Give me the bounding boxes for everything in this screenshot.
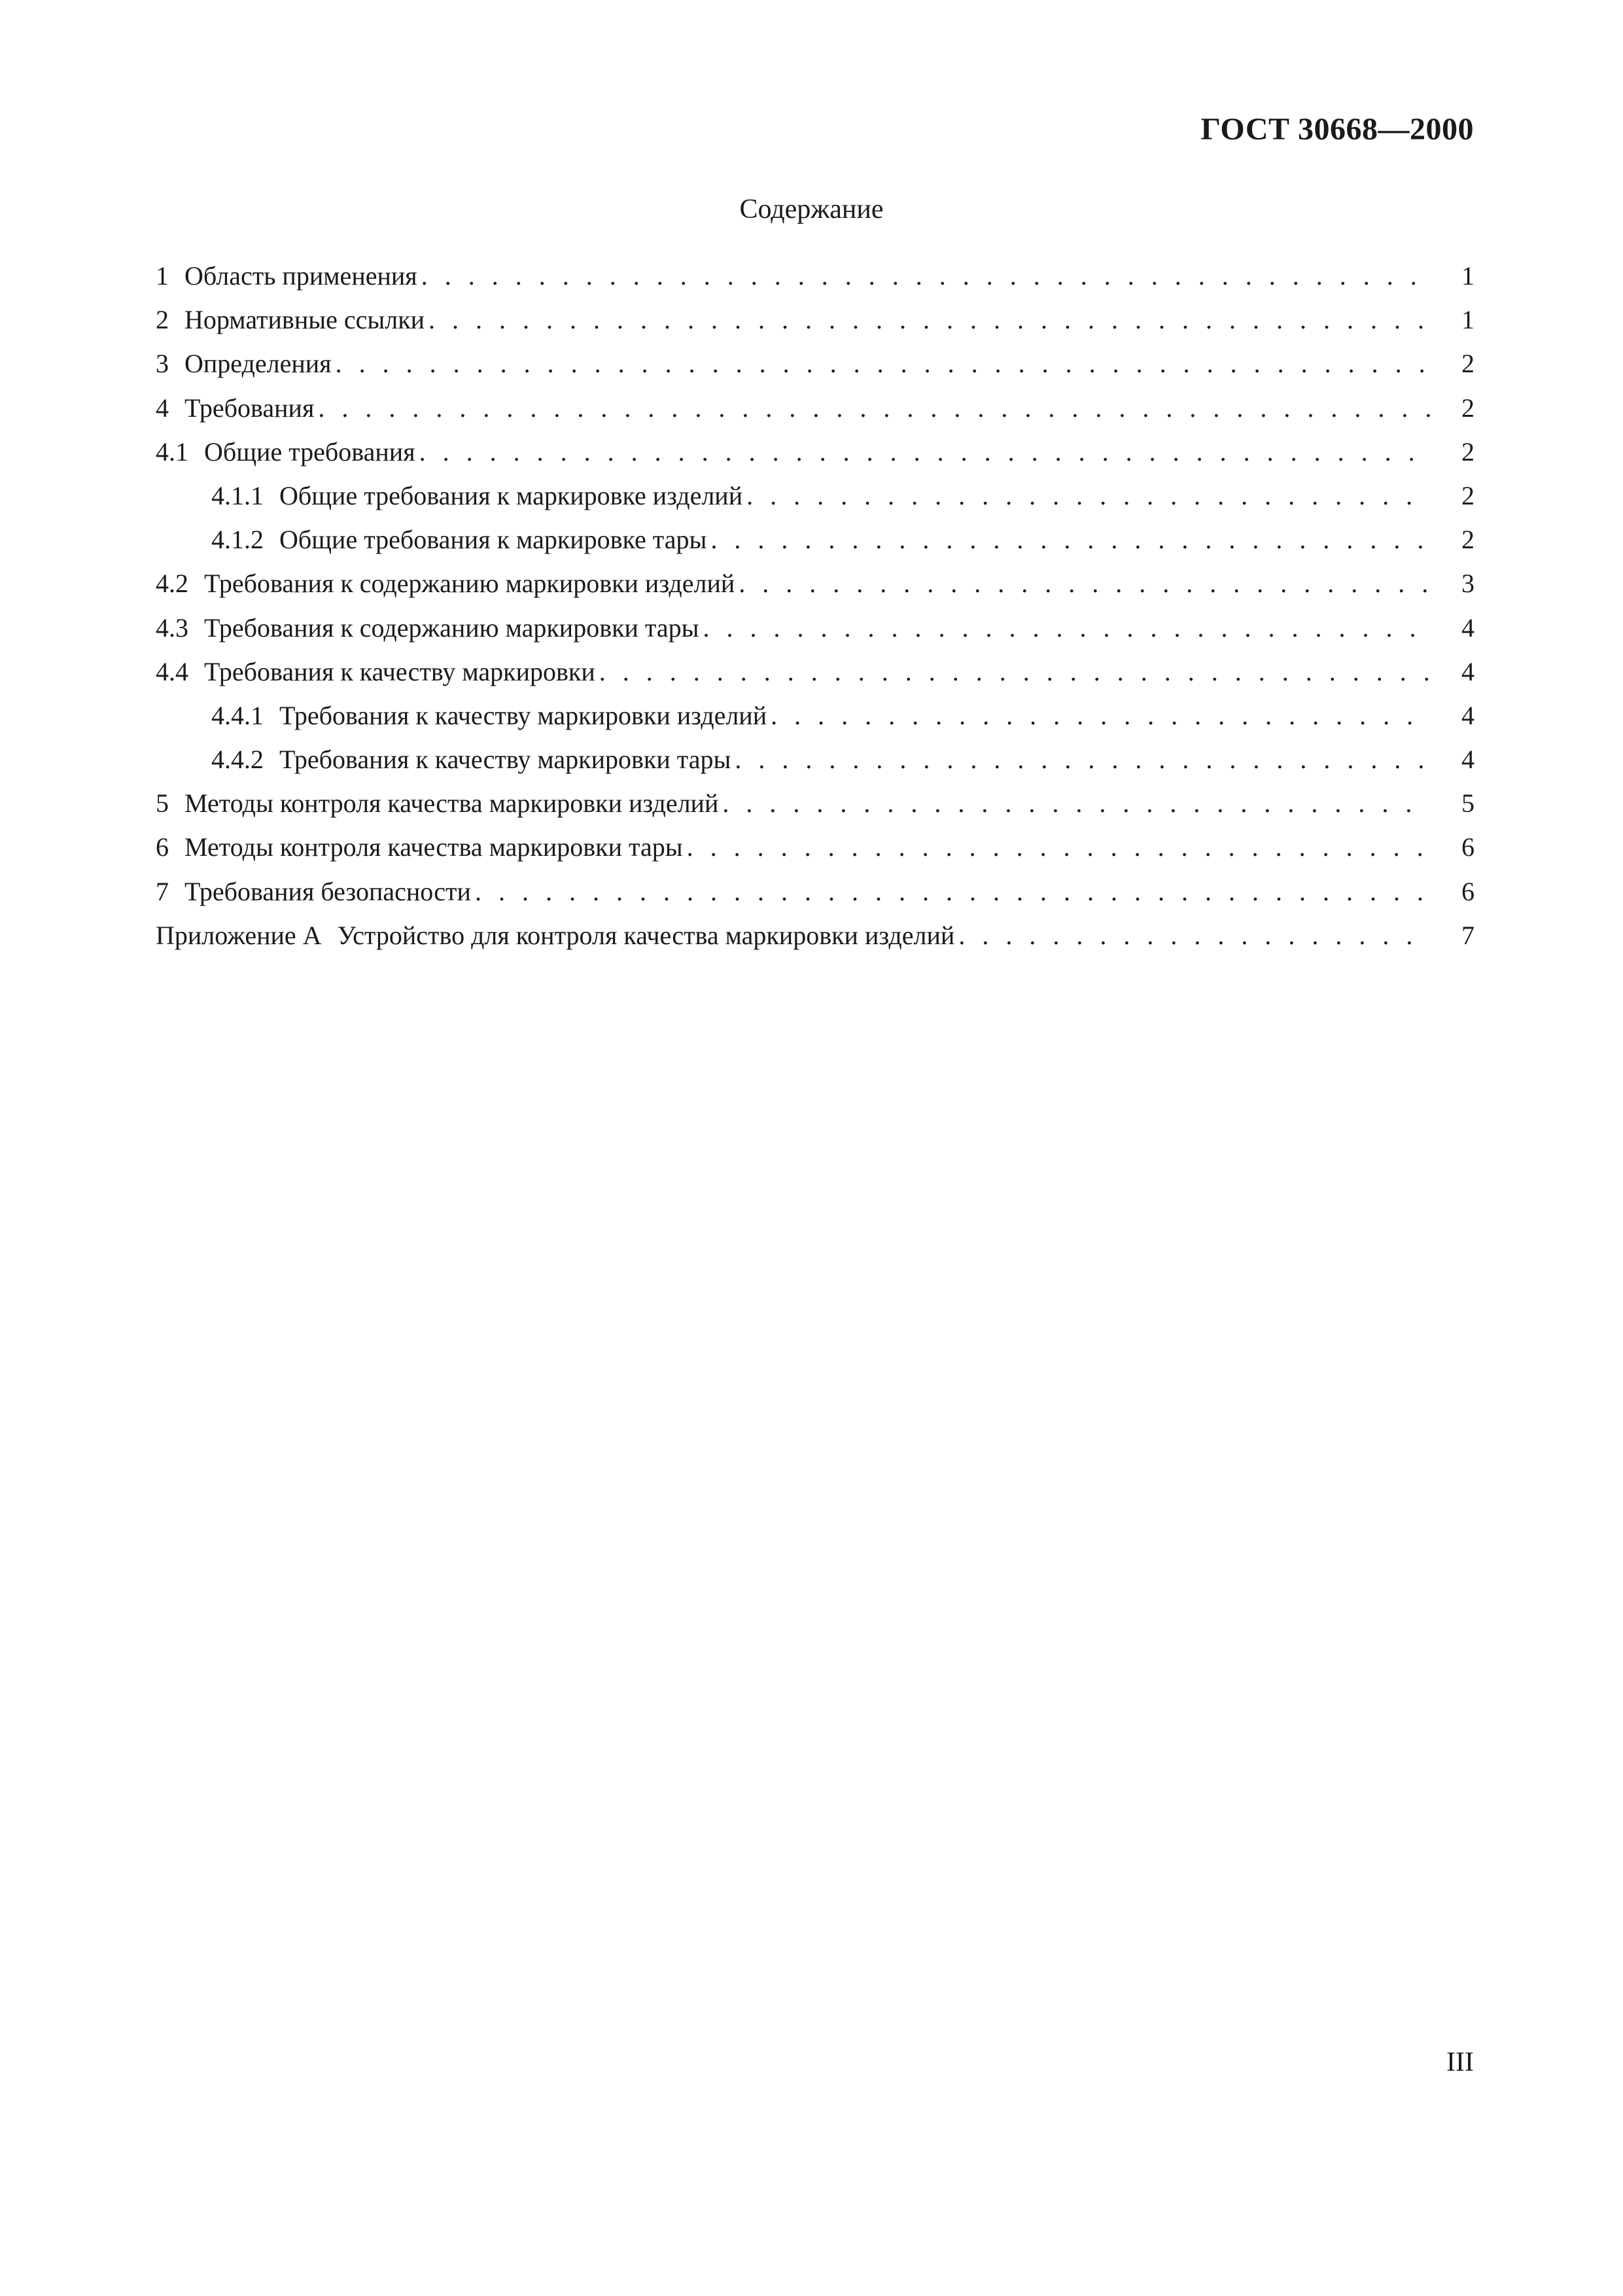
toc-leader-dots [336,342,1430,385]
toc-leader-dots [739,561,1430,605]
toc-entry[interactable] [156,606,1475,650]
toc-entry-number: 4.1.2 [211,525,264,555]
toc-entry[interactable] [156,781,1475,825]
toc-entry[interactable] [156,342,1475,385]
toc-leader-dots [421,254,1430,298]
toc-entry[interactable] [156,430,1475,474]
toc-leader-dots [958,913,1430,957]
toc-entry-number: 4.1 [156,436,188,467]
toc-entry[interactable] [156,694,1475,737]
toc-entry-title: Требования к качеству маркировки [204,656,595,686]
page-number: III [1446,2047,1474,2077]
toc-leader-dots [703,606,1430,650]
toc-entry-page: 4 [1461,745,1475,775]
toc-entry[interactable] [156,650,1475,694]
toc-entry-title: Устройство для контроля качества маркировки изделий [337,920,955,950]
document-code: ГОСТ 30668—2000 [1200,112,1474,147]
toc-entry[interactable] [156,825,1475,869]
toc-entry-title: Требования безопасности [184,876,471,906]
toc-entry[interactable] [156,386,1475,430]
toc-entry-number: 4.4.2 [211,745,264,775]
toc-entry-number: 4.4 [156,656,188,686]
toc-entry-number: 4 [156,393,169,423]
toc-entry-title: Требования к качеству маркировки изделий [279,700,767,730]
toc-entry-title: Требования к содержанию маркировки изделий [204,569,735,599]
toc-leader-dots [475,870,1430,913]
toc-entry-title: Определения [184,349,332,379]
toc-leader-dots [419,430,1430,474]
toc-entry-page: 4 [1461,656,1475,686]
toc-leader-dots [722,781,1430,825]
toc-entry[interactable] [156,298,1475,342]
toc-entry[interactable] [156,561,1475,605]
toc-entry-title: Требования к качеству маркировки тары [279,745,731,775]
toc-entry-number: 4.3 [156,612,188,643]
toc-entry-page: 1 [1461,261,1475,291]
toc-entry-number: 2 [156,305,169,335]
toc-entry-page: 2 [1461,349,1475,379]
toc-entry-title: Требования [184,393,315,423]
toc-entry[interactable] [156,737,1475,781]
toc-entry[interactable] [156,254,1475,298]
toc-entry-page: 3 [1461,569,1475,599]
toc-entry-page: 5 [1461,788,1475,819]
toc-entry-number: 5 [156,788,169,819]
toc-leader-dots [687,825,1430,869]
toc-entry-title: Общие требования к маркировке изделий [279,480,743,510]
toc-entry-title: Общие требования к маркировке тары [279,525,707,555]
toc-entry[interactable] [156,870,1475,913]
toc-entry-number: 7 [156,876,169,906]
toc-entry-page: 2 [1461,436,1475,467]
toc-entry-title: Методы контроля качества маркировки тары [184,832,683,862]
toc-entry-title: Область применения [184,261,417,291]
toc-entry-number: 1 [156,261,169,291]
toc-entry-number: 4.4.1 [211,700,264,730]
toc-entry-page: 2 [1461,525,1475,555]
toc-entry-appendix[interactable] [156,913,1475,957]
toc-entry-title: Требования к содержанию маркировки тары [204,612,699,643]
toc-entry-number: 4.1.1 [211,480,264,510]
toc-entry-page: 2 [1461,480,1475,510]
toc-entry-number: 3 [156,349,169,379]
toc-title: Содержание [739,194,884,224]
toc-entry-title: Общие требования [204,436,415,467]
toc-leader-dots [735,737,1430,781]
toc-entry-page: 4 [1461,700,1475,730]
toc-entry[interactable] [156,474,1475,518]
toc-leader-dots [771,694,1430,737]
toc-leader-dots [599,650,1430,694]
table-of-contents [156,254,1475,957]
toc-leader-dots [710,518,1430,561]
toc-entry-number: 4.2 [156,569,188,599]
toc-entry-page: 4 [1461,612,1475,643]
toc-entry-number: 6 [156,832,169,862]
toc-entry-title: Нормативные ссылки [184,305,425,335]
toc-entry-title: Методы контроля качества маркировки изделий [184,788,719,819]
toc-entry-page: 1 [1461,305,1475,335]
toc-entry-page: 6 [1461,832,1475,862]
toc-entry-page: 2 [1461,393,1475,423]
toc-leader-dots [318,386,1430,430]
toc-entry-page: 7 [1461,920,1475,950]
toc-entry[interactable] [156,518,1475,561]
toc-leader-dots [428,298,1430,342]
toc-entry-number: Приложение А [156,920,322,950]
toc-leader-dots [746,474,1430,518]
toc-entry-page: 6 [1461,876,1475,906]
